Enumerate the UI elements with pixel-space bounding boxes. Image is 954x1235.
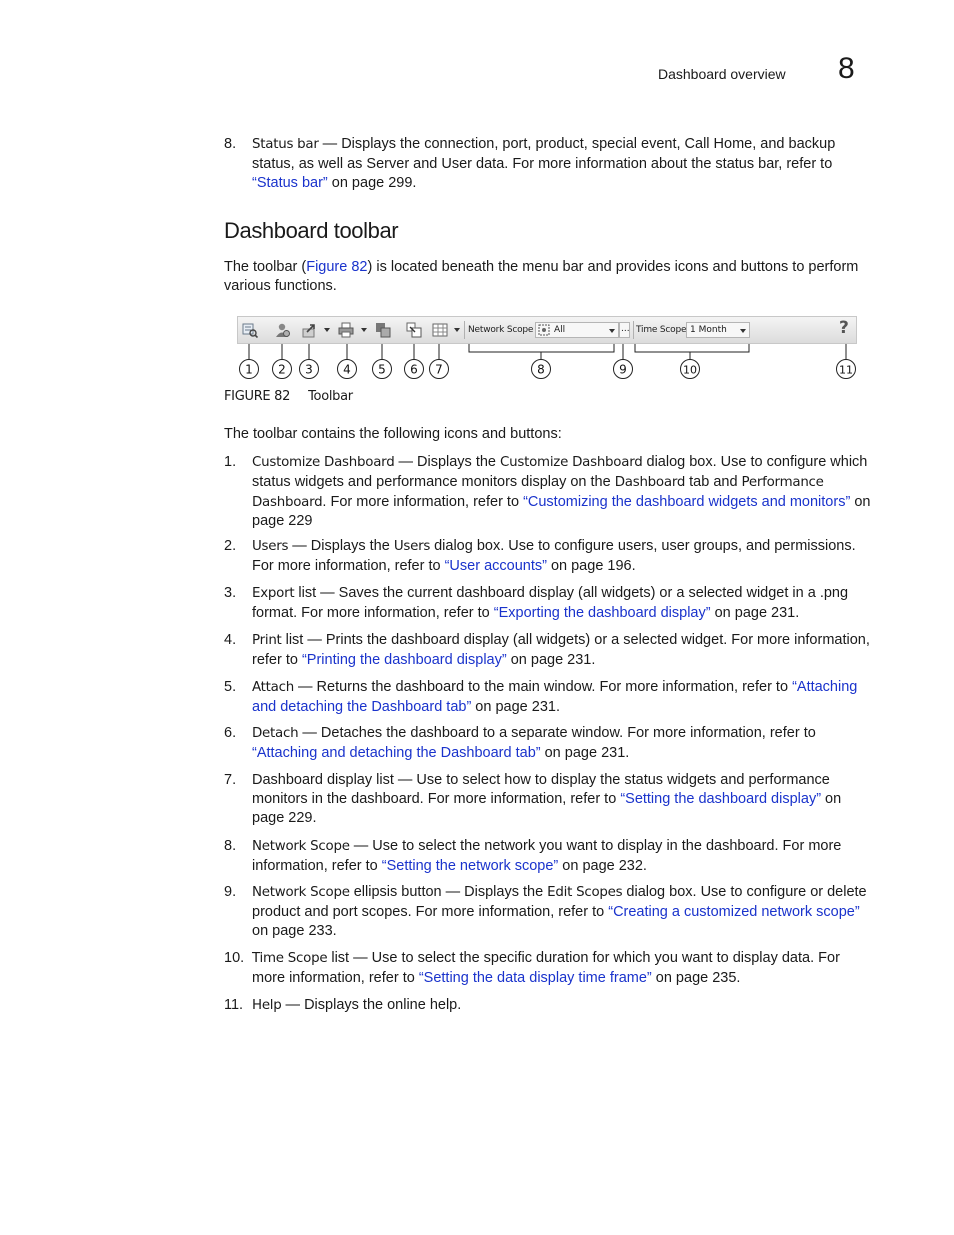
network-scope-value: All [554, 325, 566, 335]
list-number: 11. [224, 997, 244, 1013]
list-item [224, 453, 874, 531]
term: Customize Dashboard [500, 455, 643, 470]
item-text: on page 196. [546, 557, 636, 574]
item-text: — Detaches the dashboard to a separate window. For more information, refer to [298, 725, 816, 741]
list-number: 9. [224, 884, 237, 900]
callout-4: 4 [343, 362, 351, 377]
item-text: ellipsis button — Displays the [349, 884, 548, 900]
link-attaching-detaching[interactable]: “Attaching and detaching the Dashboard tab” [252, 744, 541, 761]
callout-10: 10 [683, 363, 697, 377]
list-number: 8. [224, 838, 237, 854]
toolbar-callouts [0, 0, 954, 400]
term: Network Scope [252, 885, 350, 900]
term: Customize Dashboard [252, 455, 395, 470]
link-figure-82[interactable]: Figure 82 [306, 259, 368, 275]
list-number: 8. [224, 136, 237, 152]
list-number: 5. [224, 679, 237, 695]
callout-5: 5 [378, 362, 386, 377]
term: Dashboard [614, 474, 686, 490]
term: Help [252, 998, 282, 1013]
item-text: Dashboard display list — Use to select how to display the status widgets and performance monitors in the dashboard. For more information, refer to [252, 772, 830, 807]
item-text: on page 299. [327, 174, 417, 191]
term: Network Scope [252, 839, 350, 854]
callout-3: 3 [305, 362, 313, 377]
term: Detach [252, 726, 299, 741]
item-text: dialog box. Use to configure which status widgets and performance monitors display on the [252, 454, 868, 490]
item-text: list — Saves the current dashboard display (all widgets) or a selected widget in a .png format. For more information, refer to [252, 585, 849, 621]
link-exporting-dashboard[interactable]: “Exporting the dashboard display” [493, 604, 711, 621]
link-user-accounts[interactable]: “User accounts” [444, 557, 547, 574]
term: Users [252, 539, 289, 554]
item-text: on page 232. [558, 857, 647, 874]
item-text: list — Use to select the specific duration for which you want to display data. For more information, refer to [252, 950, 840, 986]
list-item [224, 771, 874, 827]
list-item [224, 584, 874, 623]
callout-11: 11 [839, 363, 853, 377]
intro-text: The toolbar ( [224, 259, 307, 275]
term: Users [393, 539, 431, 554]
ellipsis-label: ... [621, 324, 630, 334]
list-item [224, 996, 874, 1016]
item-text: on page 231. [710, 604, 800, 621]
running-header-title: Dashboard overview [658, 66, 786, 82]
item-text: on page 231. [540, 744, 630, 761]
list-item [224, 631, 874, 670]
list-item [224, 837, 874, 876]
link-setting-dashboard-display[interactable]: “Setting the dashboard display” [620, 790, 822, 807]
list-number: 4. [224, 632, 237, 648]
item-text: on page 229. [252, 790, 842, 826]
figure-caption [224, 389, 353, 404]
item-text: — Displays the [394, 454, 501, 470]
figure-title: Toolbar [308, 389, 353, 404]
chapter-number: 8 [838, 52, 855, 85]
list-number: 7. [224, 772, 237, 788]
item-text: dialog box. Use to configure users, user groups, and permissions. For more information, refer to [252, 538, 856, 574]
item-text: — Use to select the network you want to display in the dashboard. For more information, refer to [252, 838, 842, 874]
term: Edit Scopes [547, 885, 623, 900]
item-text: dialog box. Use to configure or delete product and port scopes. For more information, refer to [252, 884, 867, 920]
link-customizing-dashboard[interactable]: “Customizing the dashboard widgets and monitors” [523, 493, 851, 510]
list-item [224, 949, 874, 988]
list-number: 2. [224, 538, 237, 554]
list-number: 10. [224, 950, 245, 966]
time-scope-label: Time Scope [636, 325, 687, 335]
item-text: — Displays the [288, 538, 394, 554]
item-text: on page 231. [471, 698, 560, 715]
figure-label: FIGURE 82 [224, 389, 291, 404]
item-text: on page 231. [506, 651, 596, 668]
network-scope-label: Network Scope [468, 325, 534, 335]
item-text: — Displays the online help. [281, 997, 462, 1013]
link-status-bar[interactable]: “Status bar” [252, 174, 328, 191]
link-printing-dashboard[interactable]: “Printing the dashboard display” [301, 651, 507, 668]
callout-7: 7 [435, 362, 443, 377]
item-text: — Returns the dashboard to the main window. For more information, refer to [293, 679, 793, 695]
time-scope-value: 1 Month [690, 325, 727, 335]
term: Time Scope [252, 951, 328, 966]
link-setting-network-scope[interactable]: “Setting the network scope” [381, 857, 559, 874]
callout-2: 2 [278, 362, 286, 377]
list-item [224, 883, 874, 940]
item-text: on page 229 [252, 493, 871, 530]
term: Export [252, 586, 295, 601]
term: Attach [252, 680, 294, 695]
list-item [224, 537, 874, 576]
term: Performance Dashboard [252, 474, 824, 510]
callout-8: 8 [537, 362, 545, 377]
section-heading: Dashboard toolbar [224, 218, 399, 243]
term-status-bar: Status bar [252, 137, 319, 152]
list-number: 6. [224, 725, 237, 741]
list-number: 1. [224, 454, 237, 470]
list-number: 3. [224, 585, 237, 601]
help-icon[interactable]: ? [839, 318, 849, 338]
item-text: . For more information, refer to [322, 493, 524, 510]
link-attaching-detaching[interactable]: “Attaching and detaching the Dashboard tab” [252, 679, 858, 715]
item-text: — Displays the connection, port, product, special event, Call Home, and backup status, as well as Server and User data. For more information about the status bar, refer to [252, 136, 836, 172]
link-creating-network-scope[interactable]: “Creating a customized network scope” [608, 903, 860, 920]
item-text: on page 233. [252, 922, 337, 939]
link-setting-time-frame[interactable]: “Setting the data display time frame” [418, 969, 652, 986]
callout-1: 1 [245, 362, 253, 377]
item-text: list — Prints the dashboard display (all widgets) or a selected widget. For more information, refer to [252, 632, 870, 668]
intro-text: ) is located beneath the menu bar and provides icons and buttons to perform various functions. [224, 259, 859, 294]
list-item [224, 724, 874, 763]
item-text: tab and [685, 473, 742, 490]
callout-6: 6 [410, 362, 418, 377]
term: Print [252, 633, 282, 648]
callout-9: 9 [619, 362, 627, 377]
item-text: on page 235. [651, 969, 741, 986]
list-intro: The toolbar contains the following icons and buttons: [224, 426, 562, 442]
list-item [224, 678, 874, 717]
